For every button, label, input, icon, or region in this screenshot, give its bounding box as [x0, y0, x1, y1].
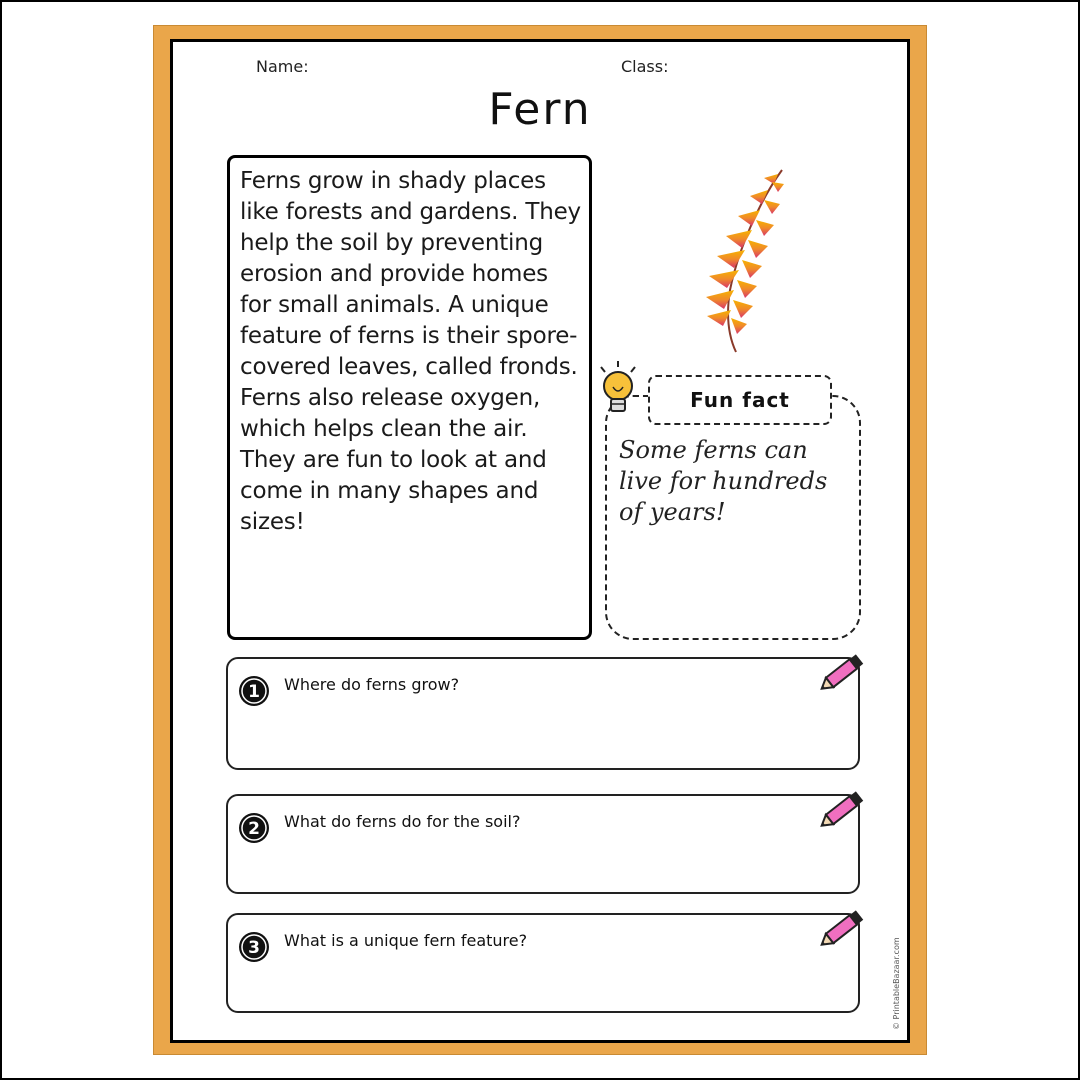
- question-number: 2: [248, 819, 260, 839]
- fern-illustration: [650, 160, 800, 360]
- question-number: 1: [248, 682, 260, 702]
- question-3-box[interactable]: [226, 913, 860, 1013]
- pencil-icon: [816, 903, 870, 953]
- reading-passage-text: Ferns grow in shady places like forests and gardens. They help the soil by preventing erosion and provide homes for small animals. A unique feature of ferns is their spore-covered leaves, called fronds. Ferns also release oxygen, which helps clean the air. They are fun to look at and come in many shapes and sizes!: [240, 168, 581, 535]
- lightbulb-icon: [593, 359, 643, 419]
- pencil-icon: [816, 647, 870, 697]
- fun-fact-text: Some ferns can live for hundreds of years!: [619, 436, 828, 526]
- number-badge-icon: [238, 675, 270, 707]
- page-title: Fern: [488, 84, 592, 135]
- number-badge-icon: [238, 931, 270, 963]
- reading-passage-box: [227, 155, 592, 640]
- name-label: Name:: [256, 57, 309, 76]
- watermark: © PrintableBazaar.com: [892, 937, 901, 1030]
- question-text: What do ferns do for the soil?: [284, 812, 521, 831]
- question-text: What is a unique fern feature?: [284, 931, 528, 950]
- question-1-box[interactable]: [226, 657, 860, 770]
- question-text: Where do ferns grow?: [284, 675, 460, 694]
- question-2-box[interactable]: [226, 794, 860, 894]
- number-badge-icon: [238, 812, 270, 844]
- class-label: Class:: [621, 57, 669, 76]
- question-number: 3: [248, 938, 260, 958]
- fun-fact-heading: Fun fact: [648, 375, 832, 425]
- pencil-icon: [816, 784, 870, 834]
